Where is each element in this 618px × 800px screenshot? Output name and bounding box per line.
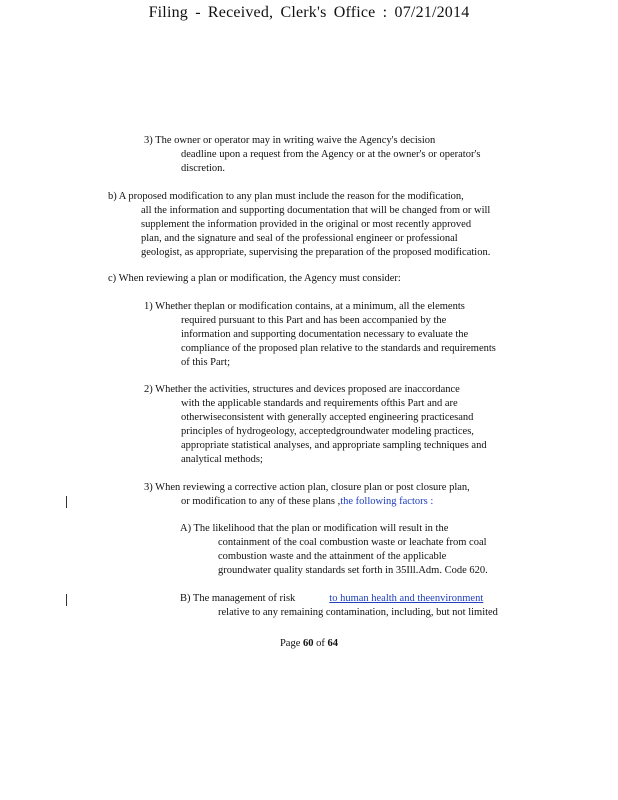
change-bar: [66, 594, 67, 606]
text-line: principles of hydrogeology, acceptedgroundwater modeling practices,: [181, 426, 474, 437]
text-line: 1) Whether theplan or modification contains, at a minimum, all the elements: [144, 301, 465, 312]
text-line: 3) The owner or operator may in writing waive the Agency's decision: [144, 135, 436, 146]
text-line: b) A proposed modification to any plan must include the reason for the modification,: [108, 191, 464, 202]
text-line: A) The likelihood that the plan or modification will result in the: [180, 523, 449, 534]
text-line: otherwiseconsistent with generally accepted engineering practicesand: [181, 412, 474, 423]
text-line: geologist, as appropriate, supervising the preparation of the proposed modification.: [141, 247, 491, 258]
text-line: information and supporting documentation necessary to evaluate the: [181, 329, 469, 340]
inserted-text: the following factors: [340, 496, 428, 507]
text-line: [180, 592, 498, 606]
page-of: of: [316, 638, 325, 649]
item-c3a: [180, 522, 488, 578]
page-number: 60: [303, 638, 314, 649]
text-line: 3) When reviewing a corrective action plan, closure plan or post closure plan,: [144, 482, 470, 493]
text-line: relative to any remaining contamination, including, but not limited: [218, 607, 498, 618]
text-line: combustion waste and the attainment of the applicable: [218, 551, 447, 562]
inserted-text: :: [427, 496, 434, 507]
page-label: Page: [279, 638, 301, 649]
text-line: containment of the coal combustion waste or leachate from coal: [218, 537, 487, 548]
text-line: all the information and supporting documentation that will be changed from or will: [141, 205, 491, 216]
text-line: analytical methods;: [181, 454, 263, 465]
item-c3: [144, 481, 470, 509]
text-line: groundwater quality standards set forth in 35Ill.Adm. Code 620.: [218, 565, 488, 576]
text-segment: or modification to any of these plans ,: [181, 496, 341, 507]
filing-header: Filing - Received, Clerk's Office : 07/21/2014: [148, 4, 470, 21]
text-line: required pursuant to this Part and has been accompanied by the: [181, 315, 447, 326]
text-line: supplement the information provided in the original or most recently approved: [141, 219, 472, 230]
text-line: plan, and the signature and seal of the professional engineer or professional: [141, 233, 458, 244]
text-line: compliance of the proposed plan relative to the standards and requirements: [181, 343, 496, 354]
change-bar: [66, 496, 67, 508]
item-c2: [144, 383, 487, 467]
text-line: [144, 495, 470, 509]
text-line: appropriate statistical analyses, and appropriate sampling techniques and: [181, 440, 487, 451]
item-c3b: [180, 592, 498, 620]
text-line: deadline upon a request from the Agency or at the owner's or operator's: [181, 149, 481, 160]
text-line: discretion.: [181, 163, 226, 174]
item-a3: [144, 134, 480, 176]
item-b: [108, 190, 490, 260]
text-line: 2) Whether the activities, structures and devices proposed are inaccordance: [144, 384, 460, 395]
page-total: 64: [327, 638, 339, 649]
text-segment: B) The management of risk: [180, 593, 296, 604]
text-line: of this Part;: [181, 357, 230, 368]
page-footer: [0, 638, 618, 649]
inserted-text: to human health and theenvironment: [329, 593, 484, 604]
text-line: c) When reviewing a plan or modification, the Agency must consider:: [108, 273, 401, 284]
item-c: [108, 272, 401, 286]
item-c1: [144, 300, 496, 370]
text-line: with the applicable standards and requirements ofthis Part and are: [181, 398, 458, 409]
